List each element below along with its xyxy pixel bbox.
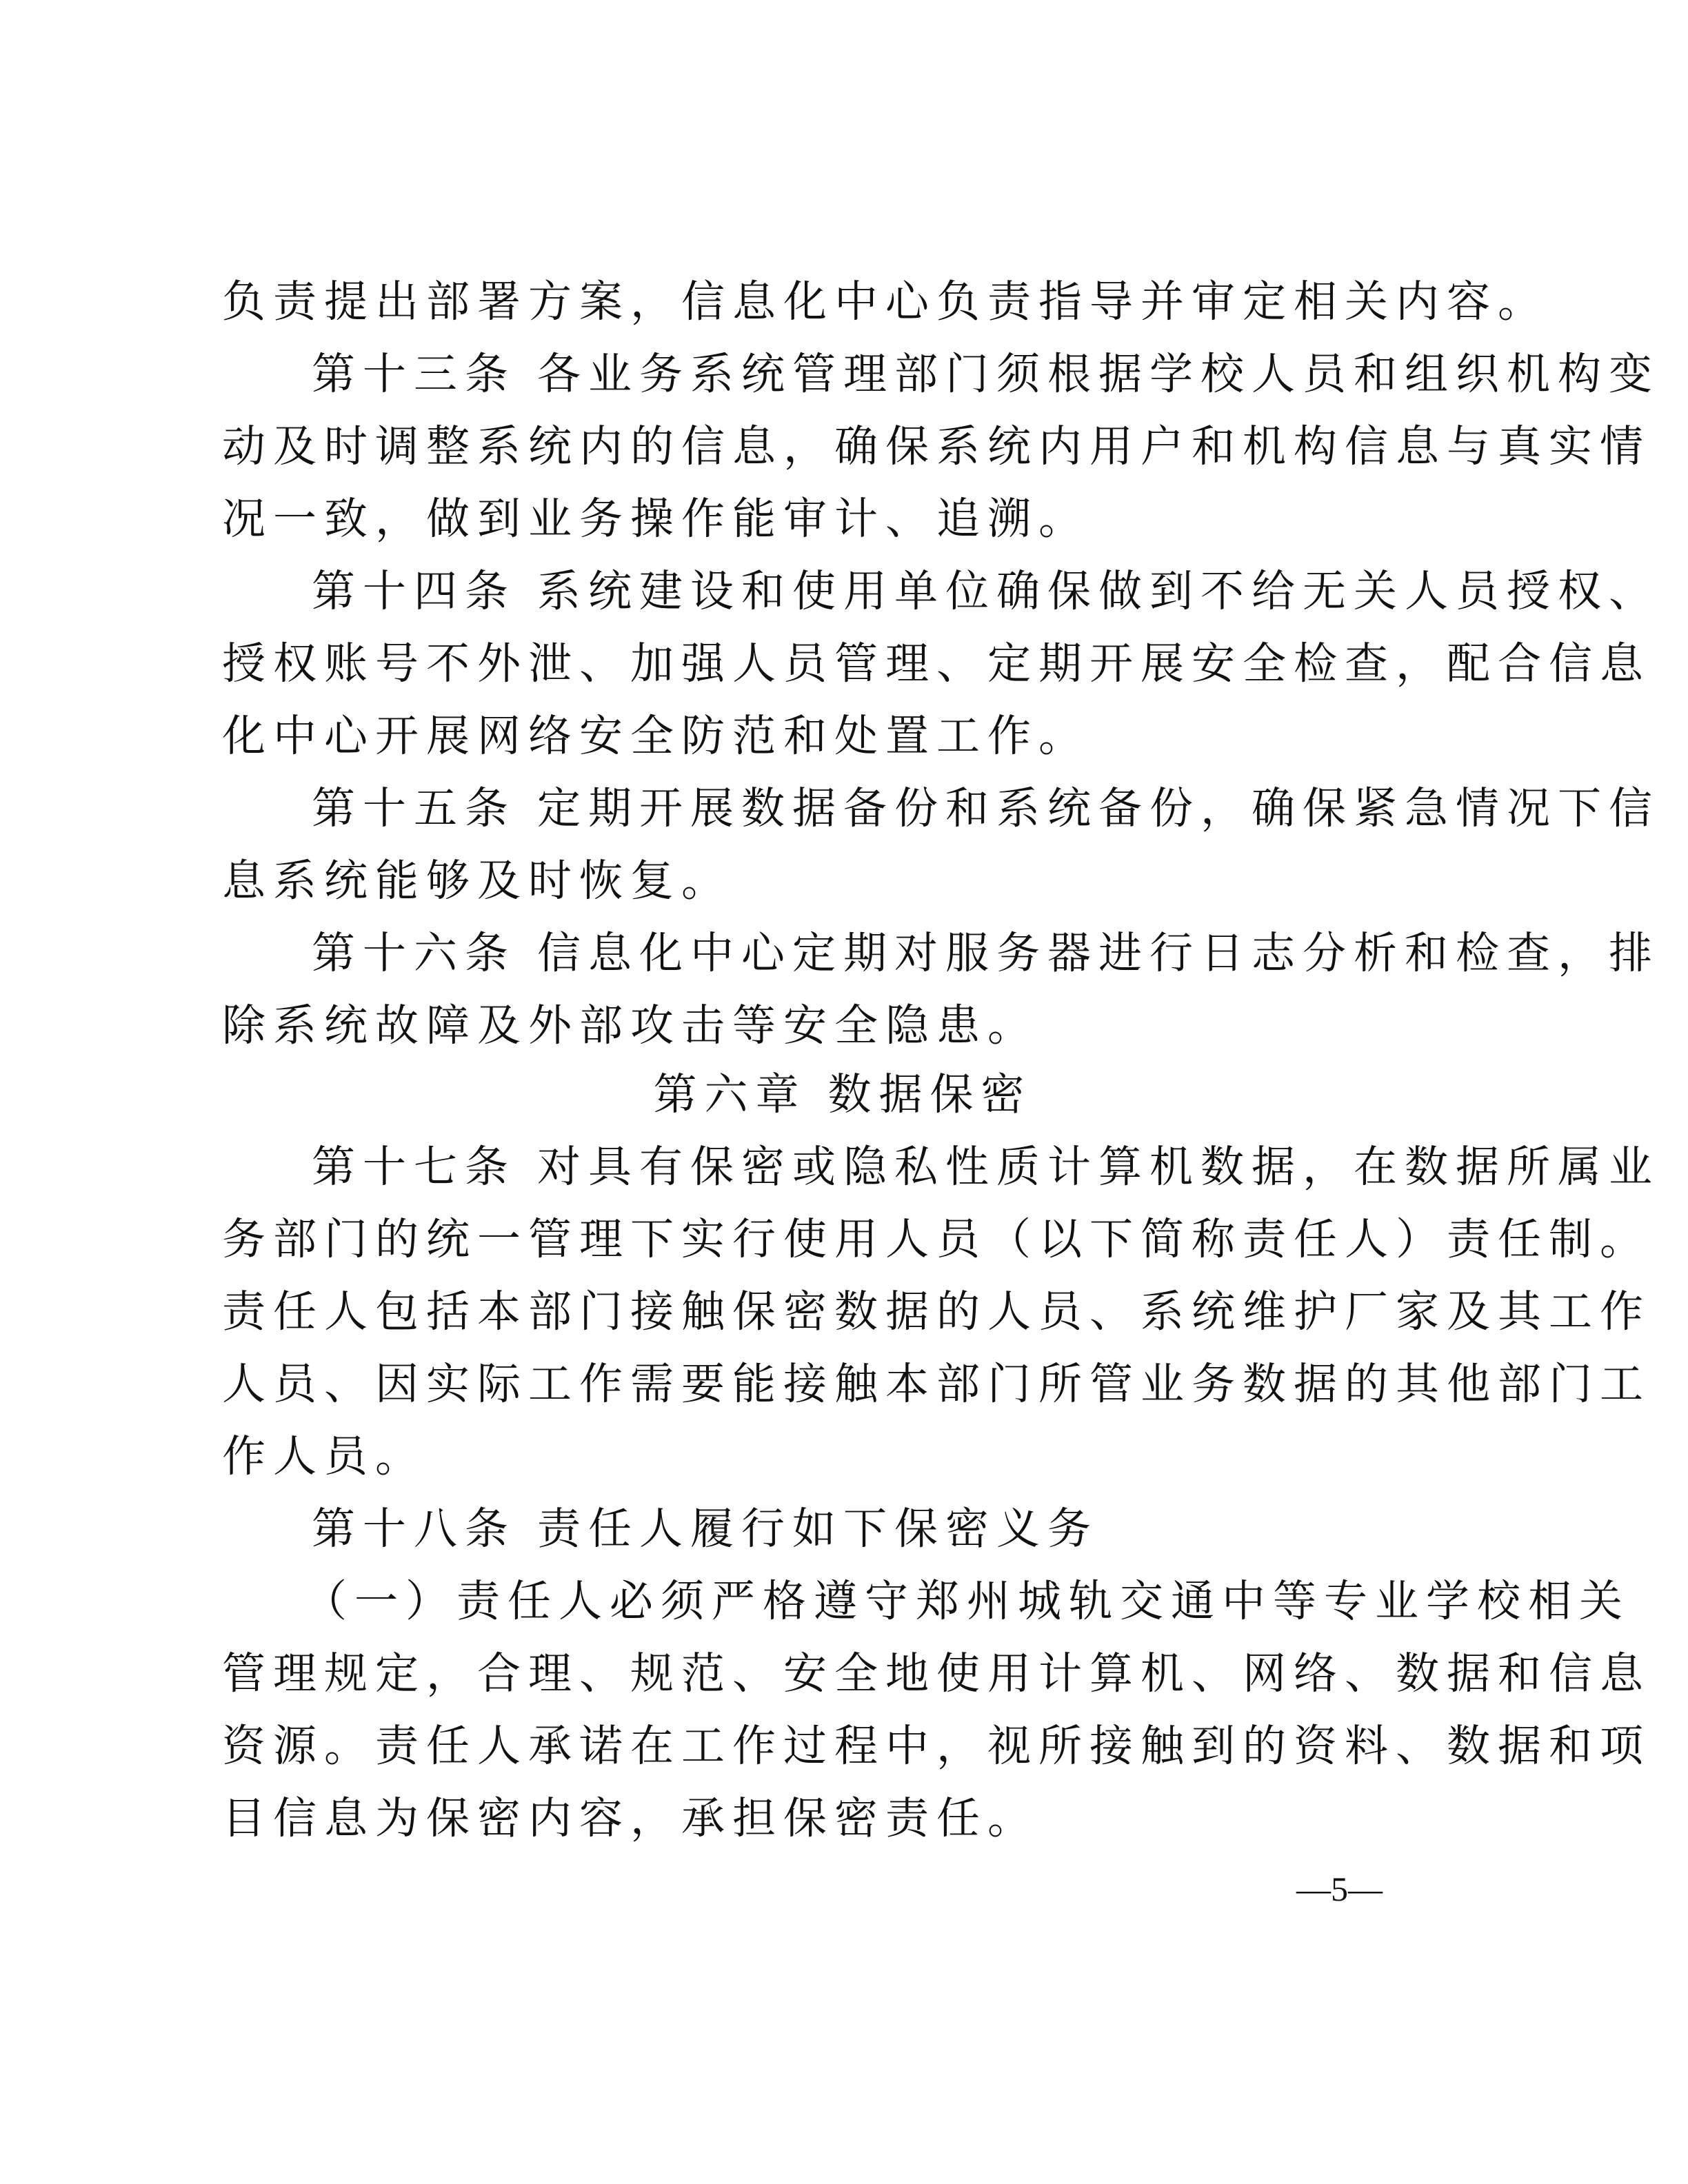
- body-line: 况一致，做到业务操作能审计、追溯。: [222, 494, 1089, 544]
- body-line: 目信息为保密内容，承担保密责任。: [222, 1793, 1038, 1843]
- body-line: 人员、因实际工作需要能接触本部门所管业务数据的其他部门工: [222, 1359, 1651, 1409]
- body-line: 资源。责任人承诺在工作过程中，视所接触到的资料、数据和项: [222, 1721, 1651, 1771]
- body-line: 化中心开展网络安全防范和处置工作。: [222, 711, 1089, 761]
- article-18-line: 第十八条 责任人履行如下保密义务: [312, 1504, 1099, 1554]
- body-line: 动及时调整系统内的信息，确保系统内用户和机构信息与真实情: [222, 421, 1651, 472]
- chapter-heading: 第六章 数据保密: [653, 1069, 1032, 1120]
- clause-1-line: （一）责任人必须严格遵守郑州城轨交通中等专业学校相关: [303, 1576, 1630, 1626]
- page-number: —5—: [1296, 1870, 1383, 1908]
- article-15-line: 第十五条 定期开展数据备份和系统备份，确保紧急情况下信: [312, 783, 1660, 833]
- body-line: 务部门的统一管理下实行使用人员（以下简称责任人）责任制。: [222, 1214, 1651, 1264]
- body-line: 息系统能够及时恢复。: [222, 856, 732, 906]
- article-14-line: 第十四条 系统建设和使用单位确保做到不给无关人员授权、: [312, 566, 1660, 616]
- body-line: 责任人包括本部门接触保密数据的人员、系统维护厂家及其工作: [222, 1286, 1651, 1337]
- body-line: 授权账号不外泄、加强人员管理、定期开展安全检查，配合信息: [222, 638, 1651, 689]
- article-16-line: 第十六条 信息化中心定期对服务器进行日志分析和检查，排: [312, 928, 1660, 978]
- article-17-line: 第十七条 对具有保密或隐私性质计算机数据，在数据所属业: [312, 1142, 1660, 1192]
- body-line: 除系统故障及外部攻击等安全隐患。: [222, 1000, 1038, 1051]
- body-line: 管理规定，合理、规范、安全地使用计算机、网络、数据和信息: [222, 1648, 1651, 1699]
- article-13-line: 第十三条 各业务系统管理部门须根据学校人员和组织机构变: [312, 349, 1660, 399]
- body-line: 负责提出部署方案，信息化中心负责指导并审定相关内容。: [222, 276, 1549, 327]
- body-line: 作人员。: [222, 1431, 426, 1482]
